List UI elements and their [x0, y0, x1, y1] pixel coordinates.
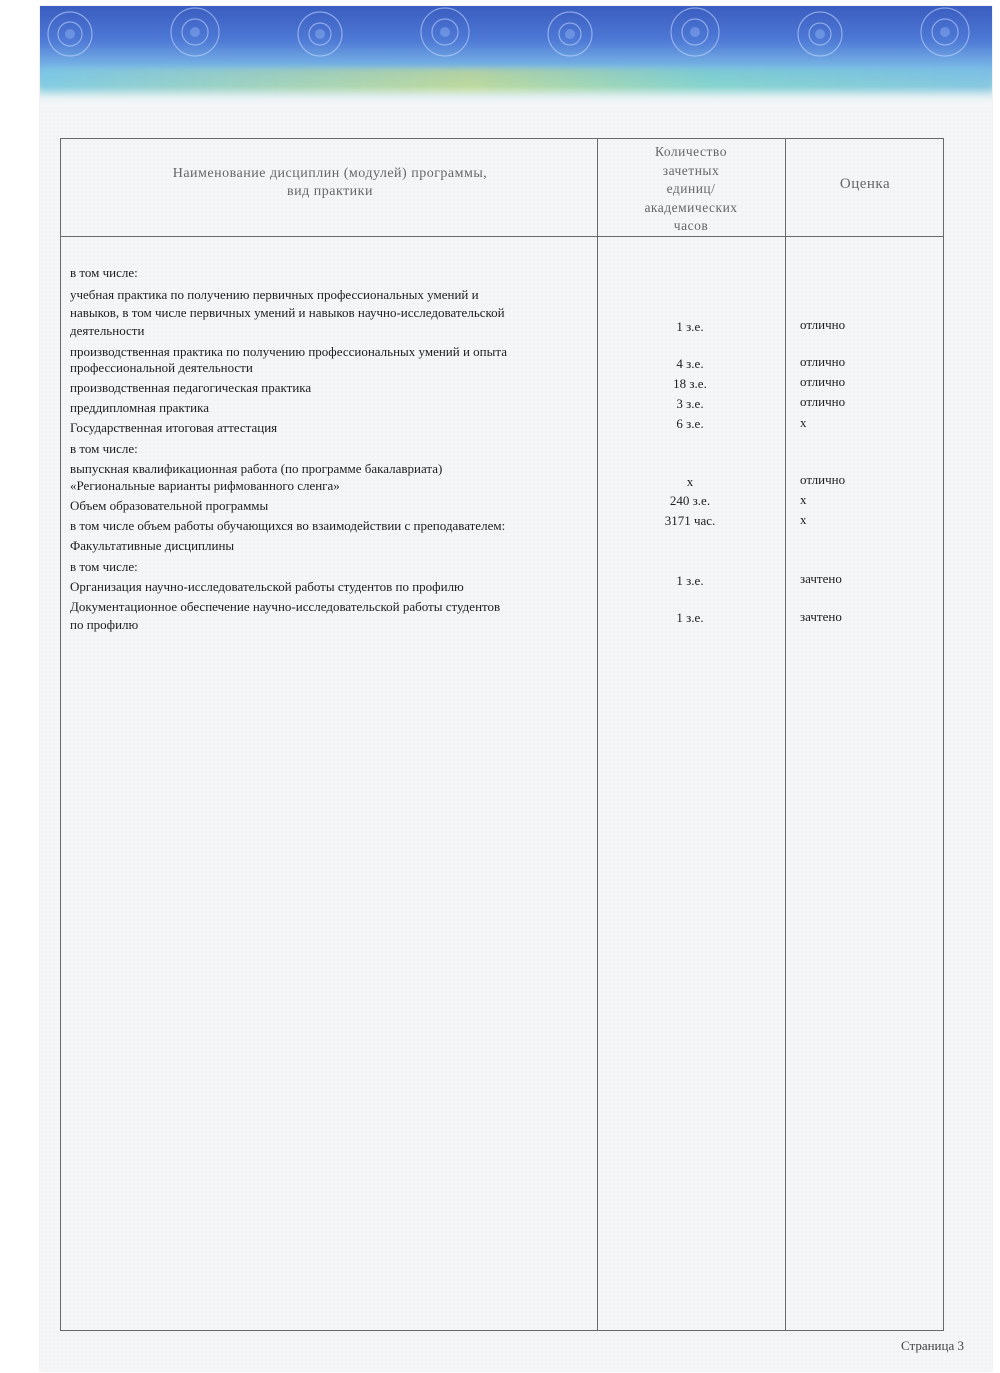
table-row-grade: отлично	[800, 394, 846, 409]
table-row-grade: х	[800, 512, 807, 527]
column-header-name: Наименование дисциплин (модулей) программы, вид практики	[172, 166, 488, 199]
table-row-quantity: 240 з.е.	[669, 493, 711, 508]
table-row-name: по профилю	[70, 617, 139, 632]
table-row-grade: отлично	[800, 354, 846, 369]
table-row-grade: отлично	[800, 374, 846, 389]
table-row-name: Объем образовательной программы	[70, 498, 269, 513]
table-row-name: Организация научно-исследовательской работы студентов по профилю	[70, 579, 464, 594]
table-row-grade: зачтено	[800, 609, 842, 624]
table-row-name: деятельности	[70, 323, 145, 338]
ornament-pattern	[40, 6, 992, 76]
table-row-name: в том числе:	[70, 265, 138, 280]
table-row-quantity: 18 з.е.	[673, 376, 707, 391]
table-row-name: производственная педагогическая практика	[70, 380, 312, 395]
table-row-name: Государственная итоговая аттестация	[70, 420, 278, 435]
table-row-name: «Региональные варианты рифмованного сленга»	[70, 478, 340, 493]
page-number: Страница 3	[900, 1338, 964, 1353]
table-row-quantity: 3171 час.	[664, 513, 716, 528]
table-row-quantity: 4 з.е.	[676, 356, 704, 371]
table-row-grade: х	[800, 415, 807, 430]
table-row-grade: х	[800, 492, 807, 507]
table-row-quantity: 3 з.е.	[676, 396, 704, 411]
table-row-name: преддипломная практика	[70, 400, 210, 415]
table-row-name: в том числе:	[70, 559, 138, 574]
table-row-name: Факультативные дисциплины	[70, 538, 235, 553]
table-row-name: в том числе:	[70, 441, 138, 456]
header-divider	[60, 236, 944, 237]
table-row-quantity: 6 з.е.	[676, 416, 704, 431]
column-divider	[597, 138, 598, 1331]
column-header-grade: Оценка	[839, 176, 891, 192]
table-row-name: учебная практика по получению первичных профессиональных умений и	[70, 287, 479, 302]
column-header-quantity: Количество зачетных единиц/ академических часов	[644, 144, 738, 233]
table-row-grade: зачтено	[800, 571, 842, 586]
column-divider	[785, 138, 786, 1331]
table-row-name: в том числе объем работы обучающихся во взаимодействии с преподавателем:	[70, 518, 506, 533]
table-row-name: навыков, в том числе первичных умений и навыков научно-исследовательской	[70, 305, 505, 320]
table-row-name: выпускная квалификационная работа (по программе бакалавриата)	[70, 461, 443, 476]
table-row-name: Документационное обеспечение научно-исследовательской работы студентов	[70, 599, 501, 614]
table-row-grade: отлично	[800, 472, 846, 487]
table-row-quantity: х	[686, 474, 694, 489]
table-row-quantity: 1 з.е.	[676, 319, 704, 334]
decorative-header-ornament	[40, 6, 992, 106]
table-row-grade: отлично	[800, 317, 846, 332]
table-row-name: производственная практика по получению профессиональных умений и опыта	[70, 344, 507, 359]
table-row-quantity: 1 з.е.	[676, 610, 704, 625]
table-row-name: профессиональной деятельности	[70, 360, 253, 375]
table-row-quantity: 1 з.е.	[676, 573, 704, 588]
